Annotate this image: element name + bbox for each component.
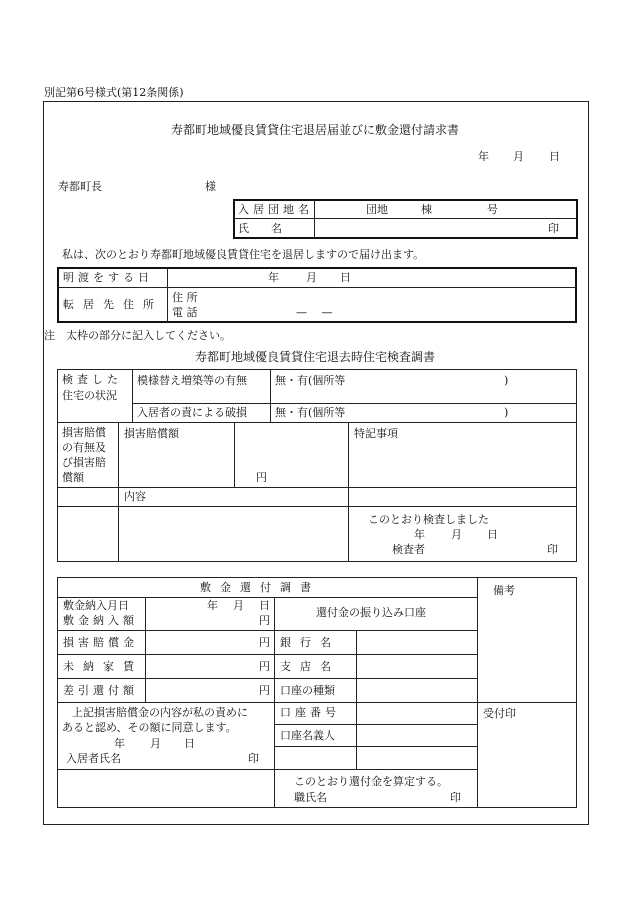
deposit-month: 月 [233,599,244,612]
unpaid-rent-label: 未納家賃 [63,660,143,673]
remarks-box-label: 備考 [493,584,515,597]
damage-by-resident-value: 無・有(個所等 [275,406,346,419]
remarks-label: 特記事項 [354,427,398,440]
remodel-label: 模様替え増築等の有無 [137,374,247,387]
consent-line-1: 上記損害賠償金の内容が私の責めに [72,706,248,719]
resident-seal: 印 [248,752,259,765]
content-label: 内容 [124,490,146,503]
inspected-day: 日 [487,528,498,541]
damage-amount-label: 損害賠償額 [124,427,179,440]
damage-by-resident-close: ) [504,406,509,419]
damage-by-resident-label: 入居者の責による破損 [137,406,247,419]
addressee-name: 寿都町長 [58,180,102,193]
handover-day: 日 [340,271,351,284]
resident-name-label: 入居者氏名 [66,752,121,765]
damage-amount-yen: 円 [256,471,267,484]
consent-day: 日 [184,737,195,750]
fill-note: 注 太枠の部分に記入してください。 [44,329,231,342]
estate-danchi: 団地 [366,203,388,216]
deposit-amount-label: 敷金納入額 [63,614,138,627]
deposit-yen: 円 [259,614,270,627]
net-yen: 円 [259,684,270,697]
consent-year: 年 [114,737,125,750]
account-holder-label: 口座名義人 [280,729,335,742]
deposit-day: 日 [259,599,270,612]
phone-label: 電 話 [172,306,198,319]
estate-gou: 号 [487,203,498,216]
deposit-year: 年 [207,599,218,612]
inspector-label: 検査者 [392,543,425,556]
received-stamp-label: 受付印 [483,707,516,720]
form-number-note: 別記第6号様式(第12条関係) [44,86,184,99]
inspector-seal: 印 [547,543,558,556]
statement-text: 私は、次のとおり寿都町地域優良賃貸住宅を退居しますので届け出ます。 [62,248,425,261]
calc-text: このとおり還付金を算定する。 [294,775,448,788]
damage-amount-row-label: 損害賠償金 [63,636,138,649]
document-title: 寿都町地域優良賃貸住宅退居届並びに敷金還付請求書 [170,123,459,137]
account-type-label: 口座の種類 [280,684,335,697]
addressee-suffix: 様 [205,180,216,193]
inspection-title: 寿都町地域優良賃貸住宅退去時住宅検査調書 [194,350,435,364]
handover-year: 年 [268,271,279,284]
remodel-value: 無・有(個所等 [275,374,346,387]
estate-label: 入居団地名 [238,203,313,216]
damage-label-line-4: 償額 [62,471,84,484]
status-label-1: 検査した [62,373,122,386]
account-number-label: 口座番号 [280,706,340,719]
deposit-date-label: 敷金納入月日 [63,599,129,612]
name-seal: 印 [548,222,559,235]
account-title: 還付金の振り込み口座 [316,606,426,619]
refund-title: 敷金還付調書 [200,581,320,594]
date-year: 年 [478,150,489,163]
damage-label-line-3: び損害賠 [62,456,106,469]
net-refund-label: 差引還付額 [63,684,138,697]
official-seal: 印 [450,791,461,804]
branch-name-label: 支店名 [280,660,340,673]
date-day: 日 [549,150,560,163]
unpaid-yen: 円 [259,660,270,673]
consent-line-2: あると認め、その額に同意します。 [62,721,237,734]
inspected-month: 月 [451,528,462,541]
damage-label-line-1: 損害賠償 [62,426,106,439]
bank-name-label: 銀行名 [280,636,340,649]
address-label: 住 所 [172,291,198,304]
name-label: 氏 名 [238,222,282,235]
consent-month: 月 [150,737,161,750]
inspected-year: 年 [414,528,425,541]
official-label: 職氏名 [294,791,327,804]
handover-month: 月 [306,271,317,284]
remodel-close: ) [504,374,509,387]
date-month: 月 [513,150,524,163]
damage-label-line-2: の有無及 [62,441,106,454]
status-label-2: 住宅の状況 [62,389,117,402]
phone-dashes: — — [296,306,333,319]
inspection-table [57,369,577,562]
estate-tou: 棟 [421,203,432,216]
new-address-label: 転居先住所 [63,298,163,311]
damage-row-yen: 円 [259,636,270,649]
handover-label: 明渡をする日 [63,271,153,284]
inspected-text: このとおり検査しました [368,513,489,526]
